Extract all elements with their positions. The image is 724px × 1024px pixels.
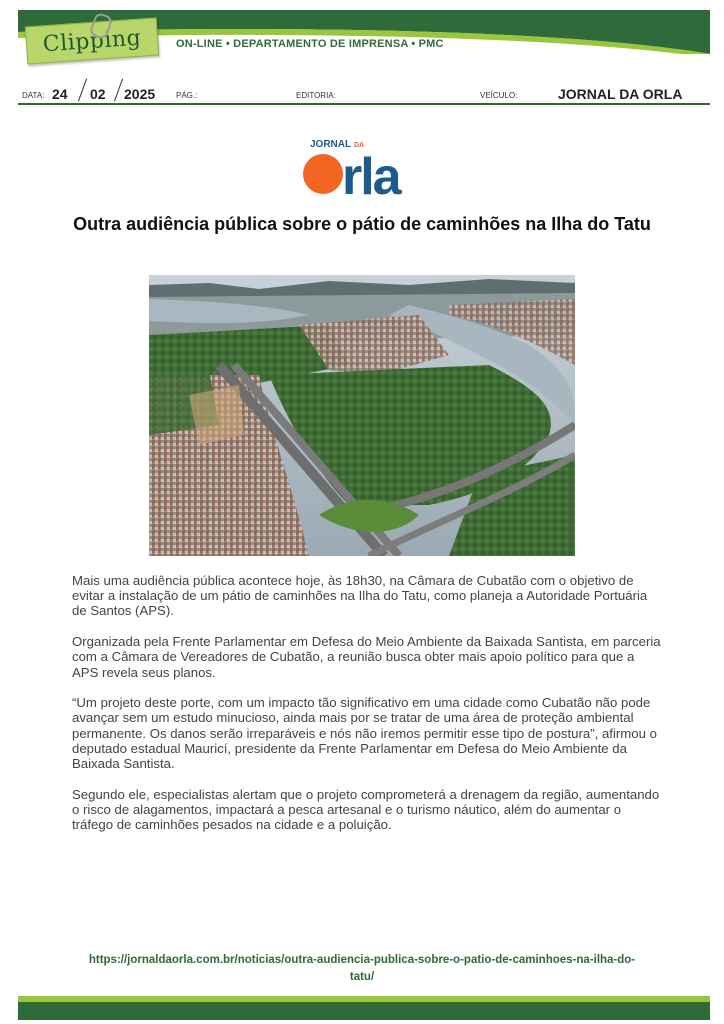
- department-label: ON-LINE • DEPARTAMENTO DE IMPRENSA • PMC: [176, 38, 444, 50]
- date-label: DATA:: [22, 91, 45, 100]
- date-year: 2025: [124, 86, 156, 102]
- article-body: [72, 573, 662, 848]
- date-month: 02: [90, 86, 106, 102]
- logo-main-text: rla: [342, 148, 400, 199]
- logo-orange-circle: [303, 154, 343, 194]
- aerial-photo: [149, 275, 575, 556]
- footer-green-bar: [18, 996, 710, 1020]
- logo-da-text: DA: [354, 142, 365, 149]
- meta-divider: [18, 103, 710, 105]
- article-paragraph: Segundo ele, especialistas alertam que o projeto comprometerá a drenagem da região, aumentando o risco de alagamentos, impactará a pesca artesanal e o turismo náutico, além do aumentar o tráfego de caminhões pesados na cidade e a poluição.: [72, 786, 660, 833]
- logo-top-text: JORNAL: [310, 139, 352, 150]
- section-label: EDITORIA:: [296, 91, 336, 100]
- source-url: https://jornaldaorla.com.br/noticias/outra-audiencia-publica-sobre-o-patio-de-caminhoes-na-ilha-do-tatu/: [88, 954, 636, 983]
- vehicle-name: JORNAL DA ORLA: [558, 86, 683, 102]
- clipping-tag-label: Clipping: [42, 25, 142, 57]
- vehicle-label: VEÍCULO:: [480, 91, 518, 100]
- date-separator: [78, 79, 87, 102]
- date-day: 24: [52, 86, 68, 102]
- jornal-da-orla-logo: [302, 137, 424, 199]
- date-separator: [114, 79, 123, 102]
- article-title: Outra audiência pública sobre o pátio de caminhões na Ilha do Tatu: [73, 214, 651, 234]
- article-paragraph: “Um projeto deste porte, com um impacto tão significativo em uma cidade como Cubatão não pode avançar sem um estudo minucioso, ainda mais por se tratar de uma área de proteção ambiental permanente. Os danos serão irreparáveis e nós não iremos permitir esse tipo de postura”, afirmou o deputado estadual Mauricí, presidente da Frente Parlamentar em Defesa do Meio Ambiente da Baixada Santista.: [72, 695, 657, 772]
- article-paragraph: Mais uma audiência pública acontece hoje, às 18h30, na Câmara de Cubatão com o objetivo de evitar a instalação de um pátio de caminhões na Ilha do Tatu, como planeja a Autoridade Portuária de Santos (APS).: [72, 573, 648, 619]
- page-label: PÁG.:: [176, 91, 198, 100]
- meta-row: [18, 84, 710, 104]
- article-paragraph: Organizada pela Frente Parlamentar em Defesa do Meio Ambiente da Baixada Santista, em parceria com a Câmara de Vereadores de Cubatão, a reunião busca obter mais apoio político para que a APS revela seus planos.: [72, 634, 661, 680]
